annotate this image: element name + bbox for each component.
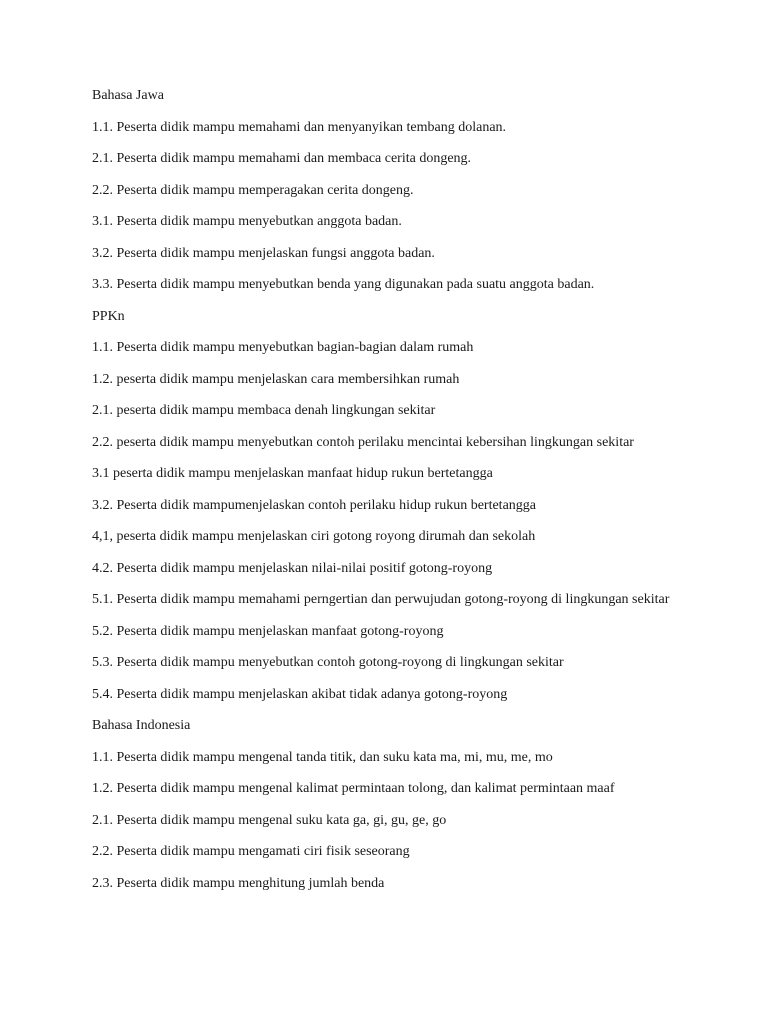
list-item: 5.3. Peserta didik mampu menyebutkan contoh gotong-royong di lingkungan sekitar <box>92 655 564 670</box>
list-item: 3.3. Peserta didik mampu menyebutkan benda yang digunakan pada suatu anggota badan. <box>92 277 595 292</box>
list-item: 2.2. peserta didik mampu menyebutkan contoh perilaku mencintai kebersihan lingkungan sekitar <box>92 434 634 450</box>
list-item: 1.2. Peserta didik mampu mengenal kalimat permintaan tolong, dan kalimat permintaan maaf <box>92 781 615 796</box>
list-item: 1.1. Peserta didik mampu memahami dan menyanyikan tembang dolanan. <box>92 119 507 135</box>
section-heading-bahasa-jawa: Bahasa Jawa <box>92 88 164 103</box>
list-item: 5.2. Peserta didik mampu menjelaskan manfaat gotong-royong <box>92 623 444 639</box>
list-item: 2.3. Peserta didik mampu menghitung jumlah benda <box>92 875 385 891</box>
list-item: 3.2. Peserta didik mampu menjelaskan fungsi anggota badan. <box>92 245 435 261</box>
list-item: 2.1. Peserta didik mampu mengenal suku kata ga, gi, gu, ge, go <box>92 812 447 828</box>
list-item: 3.2. Peserta didik mampumenjelaskan contoh perilaku hidup rukun bertetangga <box>92 497 536 513</box>
list-item: 4.2. Peserta didik mampu menjelaskan nilai-nilai positif gotong-royong <box>92 560 493 576</box>
list-item: 3.1. Peserta didik mampu menyebutkan anggota badan. <box>92 214 402 229</box>
list-item: 2.2. Peserta didik mampu memperagakan cerita dongeng. <box>92 182 414 198</box>
list-item: 1.1. Peserta didik mampu mengenal tanda titik, dan suku kata ma, mi, mu, me, mo <box>92 749 553 765</box>
list-item: 2.1. peserta didik mampu membaca denah lingkungan sekitar <box>92 403 436 418</box>
list-item: 2.1. Peserta didik mampu memahami dan membaca cerita dongeng. <box>92 151 472 166</box>
section-heading-bahasa-indonesia: Bahasa Indonesia <box>92 718 191 733</box>
list-item: 3.1 peserta didik mampu menjelaskan manfaat hidup rukun bertetangga <box>92 466 493 481</box>
list-item: 1.1. Peserta didik mampu menyebutkan bagian-bagian dalam rumah <box>92 340 474 355</box>
list-item: 1.2. peserta didik mampu menjelaskan cara membersihkan rumah <box>92 371 460 387</box>
list-item: 2.2. Peserta didik mampu mengamati ciri fisik seseorang <box>92 844 410 859</box>
list-item: 4,1, peserta didik mampu menjelaskan ciri gotong royong dirumah dan sekolah <box>92 529 536 544</box>
list-item: 5.1. Peserta didik mampu memahami perngertian dan perwujudan gotong-royong di lingkungan sekitar <box>92 592 670 607</box>
document-page <box>92 86 692 905</box>
section-heading-ppkn: PPKn <box>92 308 125 324</box>
list-item: 5.4. Peserta didik mampu menjelaskan akibat tidak adanya gotong-royong <box>92 686 508 702</box>
